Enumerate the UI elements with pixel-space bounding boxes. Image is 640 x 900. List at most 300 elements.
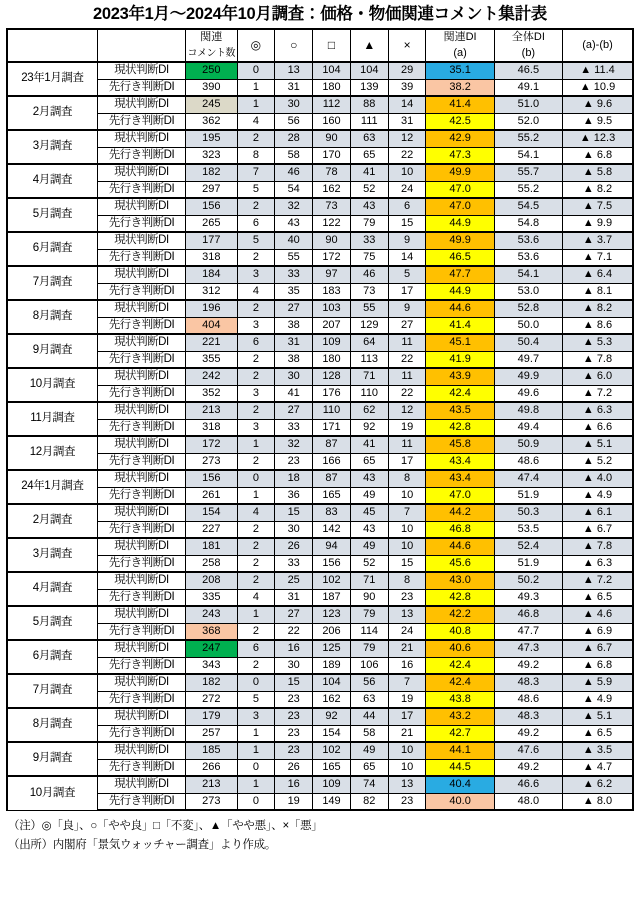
cell-flat-count: 102	[313, 572, 351, 589]
row-kind-label: 先行き判断DI	[97, 521, 185, 538]
cell-difference: ▲ 6.4	[563, 266, 633, 283]
cell-related-di: 43.2	[426, 708, 494, 725]
cell-bad-count: 49	[350, 538, 388, 555]
cell-comment-count: 172	[186, 436, 237, 453]
header-symbol-verybad-icon: ×	[388, 29, 426, 62]
cell-total-di: 50.4	[494, 334, 562, 351]
cell-verygood-count: 2	[237, 521, 275, 538]
page-title: 2023年1月～2024年10月調査：価格・物価関連コメント集計表	[92, 5, 548, 23]
cell-related-di: 40.0	[426, 793, 494, 810]
cell-bad-count: 65	[350, 147, 388, 164]
cell-verybad-count: 12	[388, 130, 426, 147]
table-row	[7, 521, 633, 538]
row-kind-label: 先行き判断DI	[97, 691, 185, 708]
cell-verybad-count: 15	[388, 555, 426, 572]
cell-comment-count: 227	[186, 521, 237, 538]
row-period-label: 4月調査	[7, 572, 97, 606]
row-kind-label: 現状判断DI	[97, 300, 185, 317]
cell-verybad-count: 24	[388, 623, 426, 640]
cell-total-di: 48.3	[494, 674, 562, 691]
cell-comment-count: 273	[186, 453, 237, 470]
cell-related-di: 40.6	[426, 640, 494, 657]
header-total-di-line1: 全体DI	[511, 31, 545, 43]
cell-verygood-count: 0	[237, 759, 275, 776]
cell-related-di: 41.4	[426, 317, 494, 334]
row-kind-label: 現状判断DI	[97, 130, 185, 147]
cell-difference: ▲ 7.2	[563, 385, 633, 402]
cell-difference: ▲ 3.5	[563, 742, 633, 759]
cell-comment-count: 247	[186, 640, 237, 657]
row-kind-label: 先行き判断DI	[97, 79, 185, 96]
cell-comment-count: 362	[186, 113, 237, 130]
cell-verygood-count: 4	[237, 113, 275, 130]
cell-difference: ▲ 6.2	[563, 776, 633, 793]
cell-verybad-count: 39	[388, 79, 426, 96]
cell-good-count: 30	[275, 96, 313, 113]
cell-difference: ▲ 7.2	[563, 572, 633, 589]
row-period-label: 12月調査	[7, 436, 97, 470]
cell-total-di: 50.9	[494, 436, 562, 453]
cell-flat-count: 102	[313, 742, 351, 759]
cell-related-di: 47.0	[426, 198, 494, 215]
cell-verybad-count: 22	[388, 147, 426, 164]
cell-comment-count: 221	[186, 334, 237, 351]
cell-verybad-count: 13	[388, 776, 426, 793]
cell-flat-count: 122	[313, 215, 351, 232]
cell-verygood-count: 5	[237, 232, 275, 249]
cell-total-di: 47.3	[494, 640, 562, 657]
table-row	[7, 385, 633, 402]
header-comment-count-line1: 関連	[200, 31, 223, 43]
row-period-label: 4月調査	[7, 164, 97, 198]
cell-verybad-count: 10	[388, 742, 426, 759]
cell-comment-count: 243	[186, 606, 237, 623]
cell-comment-count: 185	[186, 742, 237, 759]
row-kind-label: 現状判断DI	[97, 96, 185, 113]
cell-verygood-count: 2	[237, 538, 275, 555]
cell-flat-count: 156	[313, 555, 351, 572]
row-period-label: 8月調査	[7, 300, 97, 334]
cell-good-count: 16	[275, 640, 313, 657]
cell-difference: ▲ 5.8	[563, 164, 633, 181]
header-related-di-line1: 関連DI	[443, 31, 477, 43]
row-kind-label: 先行き判断DI	[97, 215, 185, 232]
cell-total-di: 49.2	[494, 759, 562, 776]
cell-good-count: 38	[275, 317, 313, 334]
row-period-label: 10月調査	[7, 368, 97, 402]
cell-total-di: 49.3	[494, 589, 562, 606]
cell-difference: ▲ 6.7	[563, 640, 633, 657]
cell-verybad-count: 19	[388, 419, 426, 436]
header-row	[7, 29, 633, 62]
cell-bad-count: 79	[350, 640, 388, 657]
cell-comment-count: 368	[186, 623, 237, 640]
cell-verybad-count: 11	[388, 334, 426, 351]
row-kind-label: 現状判断DI	[97, 436, 185, 453]
cell-good-count: 23	[275, 691, 313, 708]
row-period-label: 23年1月調査	[7, 62, 97, 96]
cell-related-di: 35.1	[426, 62, 494, 79]
cell-verybad-count: 14	[388, 96, 426, 113]
cell-good-count: 26	[275, 538, 313, 555]
cell-comment-count: 156	[186, 470, 237, 487]
cell-flat-count: 180	[313, 351, 351, 368]
cell-verygood-count: 2	[237, 572, 275, 589]
cell-verybad-count: 7	[388, 674, 426, 691]
cell-related-di: 41.9	[426, 351, 494, 368]
cell-verygood-count: 3	[237, 419, 275, 436]
table-row	[7, 470, 633, 487]
row-period-label: 7月調査	[7, 674, 97, 708]
cell-good-count: 46	[275, 164, 313, 181]
row-period-label: 24年1月調査	[7, 470, 97, 504]
cell-related-di: 43.4	[426, 453, 494, 470]
cell-comment-count: 273	[186, 793, 237, 810]
cell-comment-count: 390	[186, 79, 237, 96]
cell-verybad-count: 10	[388, 538, 426, 555]
cell-flat-count: 171	[313, 419, 351, 436]
cell-good-count: 41	[275, 385, 313, 402]
cell-flat-count: 104	[313, 674, 351, 691]
cell-total-di: 51.0	[494, 96, 562, 113]
cell-good-count: 23	[275, 725, 313, 742]
cell-flat-count: 162	[313, 691, 351, 708]
table-row	[7, 283, 633, 300]
cell-difference: ▲ 5.1	[563, 708, 633, 725]
table-row	[7, 759, 633, 776]
cell-bad-count: 56	[350, 674, 388, 691]
cell-flat-count: 104	[313, 62, 351, 79]
cell-flat-count: 149	[313, 793, 351, 810]
cell-total-di: 50.0	[494, 317, 562, 334]
row-kind-label: 現状判断DI	[97, 640, 185, 657]
cell-comment-count: 265	[186, 215, 237, 232]
cell-related-di: 47.3	[426, 147, 494, 164]
row-kind-label: 先行き判断DI	[97, 453, 185, 470]
cell-total-di: 51.9	[494, 555, 562, 572]
cell-verygood-count: 2	[237, 249, 275, 266]
cell-related-di: 42.8	[426, 589, 494, 606]
cell-verygood-count: 1	[237, 742, 275, 759]
cell-bad-count: 43	[350, 521, 388, 538]
table-row	[7, 198, 633, 215]
cell-verygood-count: 7	[237, 164, 275, 181]
table-row	[7, 606, 633, 623]
cell-bad-count: 106	[350, 657, 388, 674]
table-row	[7, 317, 633, 334]
table-row	[7, 504, 633, 521]
cell-bad-count: 65	[350, 759, 388, 776]
cell-difference: ▲ 11.4	[563, 62, 633, 79]
cell-verybad-count: 11	[388, 368, 426, 385]
cell-comment-count: 181	[186, 538, 237, 555]
cell-verybad-count: 29	[388, 62, 426, 79]
row-period-label: 2月調査	[7, 96, 97, 130]
row-kind-label: 先行き判断DI	[97, 793, 185, 810]
cell-related-di: 40.4	[426, 776, 494, 793]
row-kind-label: 現状判断DI	[97, 198, 185, 215]
cell-difference: ▲ 6.1	[563, 504, 633, 521]
cell-total-di: 55.7	[494, 164, 562, 181]
cell-comment-count: 272	[186, 691, 237, 708]
row-kind-label: 現状判断DI	[97, 538, 185, 555]
table-row	[7, 453, 633, 470]
header-total-di	[494, 29, 562, 62]
cell-total-di: 50.3	[494, 504, 562, 521]
cell-total-di: 48.6	[494, 691, 562, 708]
cell-verygood-count: 1	[237, 96, 275, 113]
cell-verybad-count: 17	[388, 283, 426, 300]
cell-verybad-count: 9	[388, 232, 426, 249]
cell-verybad-count: 31	[388, 113, 426, 130]
cell-bad-count: 63	[350, 130, 388, 147]
cell-total-di: 53.5	[494, 521, 562, 538]
cell-comment-count: 312	[186, 283, 237, 300]
cell-comment-count: 208	[186, 572, 237, 589]
cell-bad-count: 104	[350, 62, 388, 79]
cell-good-count: 35	[275, 283, 313, 300]
cell-total-di: 49.9	[494, 368, 562, 385]
cell-verybad-count: 8	[388, 572, 426, 589]
cell-verygood-count: 4	[237, 504, 275, 521]
cell-verygood-count: 1	[237, 487, 275, 504]
cell-bad-count: 49	[350, 487, 388, 504]
table-row	[7, 674, 633, 691]
row-kind-label: 現状判断DI	[97, 62, 185, 79]
cell-bad-count: 92	[350, 419, 388, 436]
cell-related-di: 44.1	[426, 742, 494, 759]
cell-difference: ▲ 8.2	[563, 300, 633, 317]
footnote-source: （出所）内閣府「景気ウォッチャー調査」より作成。	[8, 839, 276, 851]
header-symbol-good-icon: ○	[275, 29, 313, 62]
cell-flat-count: 183	[313, 283, 351, 300]
cell-flat-count: 154	[313, 725, 351, 742]
cell-verybad-count: 7	[388, 504, 426, 521]
row-kind-label: 現状判断DI	[97, 266, 185, 283]
cell-difference: ▲ 5.1	[563, 436, 633, 453]
cell-related-di: 43.9	[426, 368, 494, 385]
cell-good-count: 33	[275, 555, 313, 572]
cell-good-count: 31	[275, 589, 313, 606]
cell-good-count: 32	[275, 198, 313, 215]
cell-bad-count: 79	[350, 606, 388, 623]
table-row	[7, 708, 633, 725]
cell-comment-count: 245	[186, 96, 237, 113]
cell-good-count: 30	[275, 368, 313, 385]
row-kind-label: 先行き判断DI	[97, 759, 185, 776]
cell-flat-count: 90	[313, 232, 351, 249]
table-row	[7, 266, 633, 283]
cell-verygood-count: 1	[237, 776, 275, 793]
cell-good-count: 16	[275, 776, 313, 793]
cell-comment-count: 404	[186, 317, 237, 334]
row-period-label: 5月調査	[7, 198, 97, 232]
cell-difference: ▲ 7.8	[563, 351, 633, 368]
row-kind-label: 先行き判断DI	[97, 657, 185, 674]
header-total-di-line2: (b)	[521, 46, 536, 59]
cell-bad-count: 45	[350, 504, 388, 521]
row-kind-label: 先行き判断DI	[97, 317, 185, 334]
cell-bad-count: 44	[350, 708, 388, 725]
cell-bad-count: 63	[350, 691, 388, 708]
cell-verygood-count: 3	[237, 317, 275, 334]
cell-good-count: 27	[275, 402, 313, 419]
cell-flat-count: 170	[313, 147, 351, 164]
cell-total-di: 54.1	[494, 266, 562, 283]
cell-good-count: 40	[275, 232, 313, 249]
cell-verybad-count: 8	[388, 470, 426, 487]
row-period-label: 9月調査	[7, 742, 97, 776]
cell-flat-count: 97	[313, 266, 351, 283]
header-difference: (a)-(b)	[563, 29, 633, 62]
header-symbol-flat-icon: □	[313, 29, 351, 62]
cell-verygood-count: 2	[237, 300, 275, 317]
cell-verybad-count: 10	[388, 759, 426, 776]
row-kind-label: 現状判断DI	[97, 776, 185, 793]
row-period-label: 5月調査	[7, 606, 97, 640]
cell-verybad-count: 17	[388, 708, 426, 725]
cell-comment-count: 323	[186, 147, 237, 164]
header-symbol-bad-icon: ▲	[350, 29, 388, 62]
footnotes	[0, 811, 640, 855]
cell-good-count: 30	[275, 657, 313, 674]
cell-verygood-count: 6	[237, 334, 275, 351]
table-row	[7, 130, 633, 147]
cell-bad-count: 129	[350, 317, 388, 334]
cell-total-di: 48.3	[494, 708, 562, 725]
cell-verygood-count: 3	[237, 708, 275, 725]
cell-bad-count: 49	[350, 742, 388, 759]
table-row	[7, 555, 633, 572]
row-kind-label: 現状判断DI	[97, 164, 185, 181]
cell-related-di: 44.6	[426, 300, 494, 317]
cell-verygood-count: 2	[237, 453, 275, 470]
cell-verybad-count: 6	[388, 198, 426, 215]
header-period	[7, 29, 97, 62]
table-header	[7, 29, 633, 62]
cell-verybad-count: 11	[388, 436, 426, 453]
cell-related-di: 42.8	[426, 419, 494, 436]
cell-related-di: 42.4	[426, 657, 494, 674]
cell-total-di: 55.2	[494, 181, 562, 198]
row-kind-label: 現状判断DI	[97, 674, 185, 691]
cell-flat-count: 109	[313, 334, 351, 351]
cell-good-count: 43	[275, 215, 313, 232]
cell-good-count: 38	[275, 351, 313, 368]
cell-total-di: 53.6	[494, 232, 562, 249]
cell-related-di: 44.5	[426, 759, 494, 776]
cell-verygood-count: 4	[237, 589, 275, 606]
cell-comment-count: 242	[186, 368, 237, 385]
cell-comment-count: 184	[186, 266, 237, 283]
cell-related-di: 42.9	[426, 130, 494, 147]
cell-good-count: 23	[275, 708, 313, 725]
cell-comment-count: 250	[186, 62, 237, 79]
cell-verygood-count: 0	[237, 793, 275, 810]
cell-good-count: 13	[275, 62, 313, 79]
cell-total-di: 52.8	[494, 300, 562, 317]
cell-flat-count: 90	[313, 130, 351, 147]
table-row	[7, 62, 633, 79]
cell-bad-count: 113	[350, 351, 388, 368]
cell-bad-count: 111	[350, 113, 388, 130]
cell-related-di: 45.1	[426, 334, 494, 351]
row-period-label: 8月調査	[7, 708, 97, 742]
cell-bad-count: 52	[350, 555, 388, 572]
footnote-legend: （注）◎「良」、○「やや良」□「不変」、▲「やや悪」、×「悪」	[8, 820, 323, 832]
cell-verygood-count: 2	[237, 351, 275, 368]
cell-difference: ▲ 8.6	[563, 317, 633, 334]
cell-flat-count: 83	[313, 504, 351, 521]
cell-comment-count: 213	[186, 776, 237, 793]
cell-bad-count: 62	[350, 402, 388, 419]
cell-related-di: 38.2	[426, 79, 494, 96]
row-kind-label: 現状判断DI	[97, 368, 185, 385]
cell-total-di: 54.8	[494, 215, 562, 232]
header-related-di	[426, 29, 494, 62]
cell-related-di: 44.9	[426, 283, 494, 300]
cell-difference: ▲ 9.6	[563, 96, 633, 113]
cell-good-count: 15	[275, 674, 313, 691]
cell-verybad-count: 15	[388, 215, 426, 232]
cell-bad-count: 46	[350, 266, 388, 283]
cell-flat-count: 166	[313, 453, 351, 470]
cell-verygood-count: 6	[237, 215, 275, 232]
cell-difference: ▲ 4.9	[563, 487, 633, 504]
cell-flat-count: 187	[313, 589, 351, 606]
cell-related-di: 45.8	[426, 436, 494, 453]
cell-verybad-count: 9	[388, 300, 426, 317]
cell-total-di: 46.6	[494, 776, 562, 793]
table-row	[7, 725, 633, 742]
cell-total-di: 47.4	[494, 470, 562, 487]
row-kind-label: 現状判断DI	[97, 402, 185, 419]
cell-flat-count: 172	[313, 249, 351, 266]
cell-verygood-count: 3	[237, 385, 275, 402]
table-row	[7, 793, 633, 810]
cell-total-di: 53.6	[494, 249, 562, 266]
cell-verybad-count: 12	[388, 402, 426, 419]
cell-total-di: 49.2	[494, 657, 562, 674]
row-kind-label: 先行き判断DI	[97, 249, 185, 266]
cell-comment-count: 195	[186, 130, 237, 147]
row-kind-label: 先行き判断DI	[97, 487, 185, 504]
row-kind-label: 先行き判断DI	[97, 385, 185, 402]
cell-verybad-count: 10	[388, 487, 426, 504]
cell-bad-count: 139	[350, 79, 388, 96]
cell-related-di: 44.6	[426, 538, 494, 555]
cell-related-di: 42.4	[426, 674, 494, 691]
row-period-label: 7月調査	[7, 266, 97, 300]
cell-bad-count: 33	[350, 232, 388, 249]
cell-flat-count: 103	[313, 300, 351, 317]
row-period-label: 3月調査	[7, 538, 97, 572]
table-row	[7, 657, 633, 674]
row-kind-label: 現状判断DI	[97, 708, 185, 725]
row-kind-label: 先行き判断DI	[97, 725, 185, 742]
cell-bad-count: 41	[350, 164, 388, 181]
cell-bad-count: 79	[350, 215, 388, 232]
cell-comment-count: 154	[186, 504, 237, 521]
row-period-label: 6月調査	[7, 232, 97, 266]
cell-difference: ▲ 5.2	[563, 453, 633, 470]
table-row	[7, 232, 633, 249]
table-row	[7, 623, 633, 640]
cell-difference: ▲ 9.5	[563, 113, 633, 130]
cell-comment-count: 179	[186, 708, 237, 725]
row-kind-label: 先行き判断DI	[97, 589, 185, 606]
cell-bad-count: 82	[350, 793, 388, 810]
